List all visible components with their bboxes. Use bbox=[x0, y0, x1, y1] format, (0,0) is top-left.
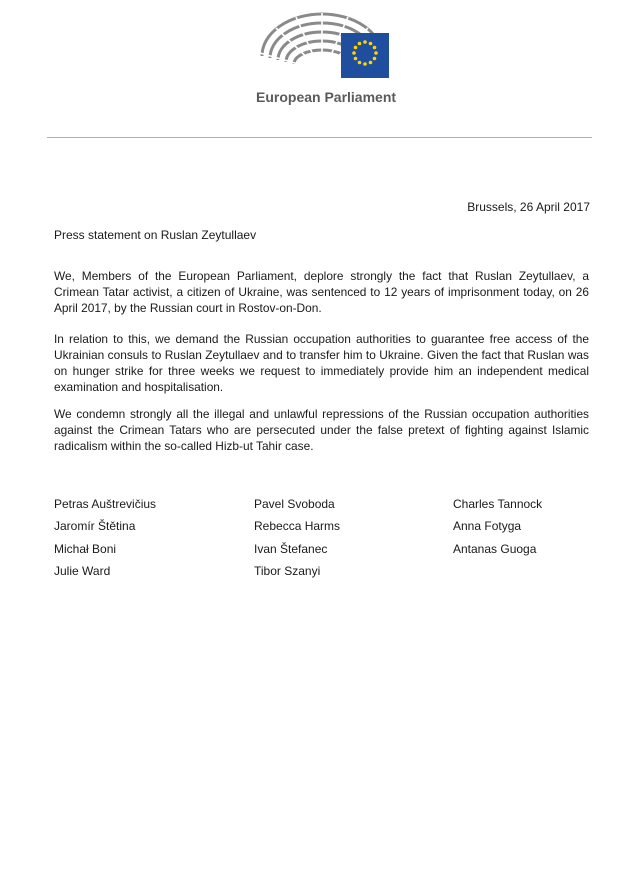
paragraph: We, Members of the European Parliament, deplore strongly the fact that Ruslan Zeytullaev, a Crimean Tatar activist, a citizen of Ukraine, was sentenced to 12 years of imprisonment today, on 26 April 2017, by the Russian court in Rostov-on-Don. bbox=[54, 269, 589, 315]
signatory-name: Pavel Svoboda bbox=[254, 497, 335, 511]
institution-name: European Parliament bbox=[256, 89, 397, 105]
statement-date: Brussels, 26 April 2017 bbox=[467, 200, 590, 214]
paragraph: In relation to this, we demand the Russian occupation authorities to guarantee free access of the Ukrainian consuls to Ruslan Zeytullaev and to transfer him to Ukraine. Given the fact that Ruslan was on hunger strike for three weeks we request to immediately provide him an independent medical examination and hospitalisation. bbox=[54, 332, 589, 394]
signatory-name: Tibor Szanyi bbox=[254, 564, 321, 578]
signatory-name: Ivan Štefanec bbox=[254, 542, 328, 556]
signatory-name: Julie Ward bbox=[54, 564, 111, 578]
signatory-name: Jaromír Štětina bbox=[54, 519, 136, 533]
signatory-name: Charles Tannock bbox=[453, 497, 543, 511]
paragraph: We condemn strongly all the illegal and unlawful repressions of the Russian occupation authorities against the Crimean Tatars who are persecuted under the false pretext of fighting against Islamic radicalism within the so-called Hizb-ut Tahir case. bbox=[54, 407, 589, 453]
signatory-name: Petras Auštrevičius bbox=[54, 497, 157, 511]
signatory-name: Anna Fotyga bbox=[453, 519, 522, 533]
signatory-name: Rebecca Harms bbox=[254, 519, 341, 533]
header-divider bbox=[47, 137, 592, 138]
signatory-name: Michał Boni bbox=[54, 542, 117, 556]
statement-title: Press statement on Ruslan Zeytullaev bbox=[54, 228, 257, 242]
european-parliament-logo bbox=[256, 8, 396, 113]
hemicycle-eu-flag-icon bbox=[256, 8, 396, 88]
signatory-name: Antanas Guoga bbox=[453, 542, 537, 556]
